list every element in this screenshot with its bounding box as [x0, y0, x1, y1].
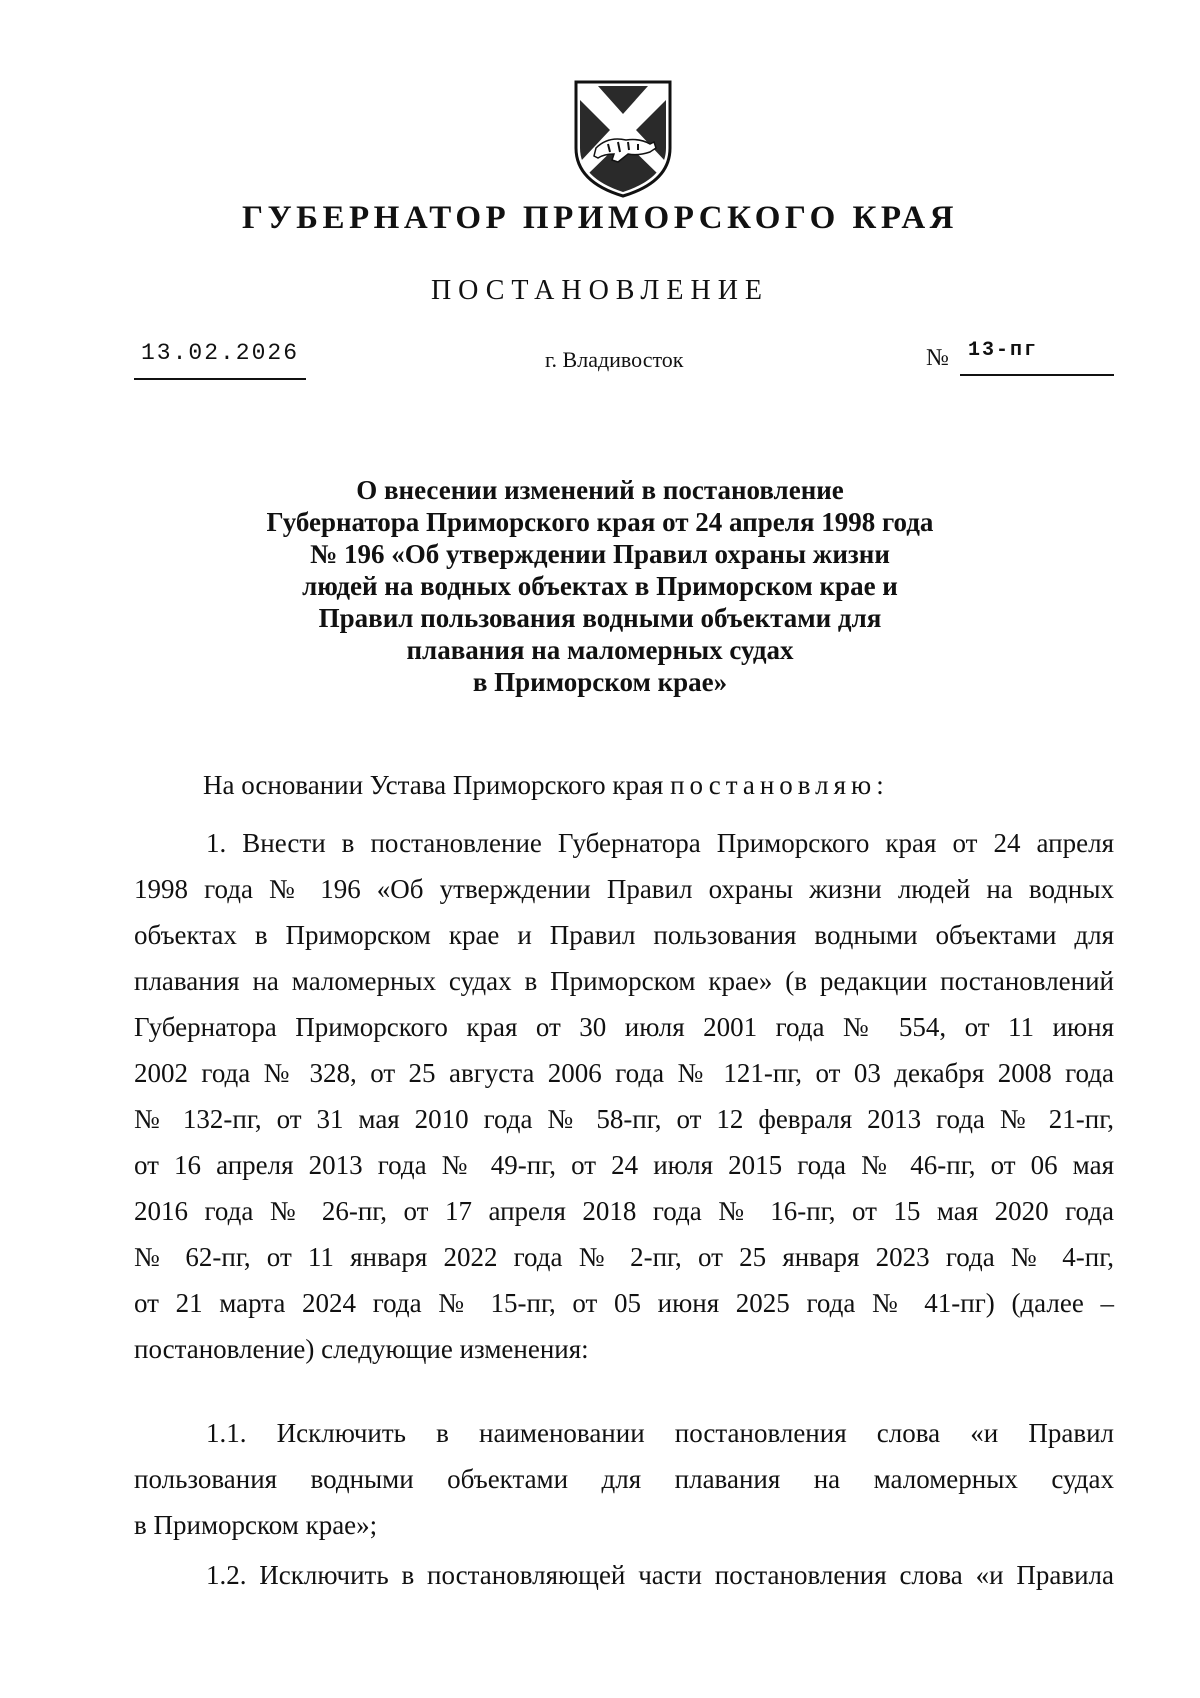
- legal-basis-paragraph: [203, 770, 1114, 801]
- paragraph-line: в Приморском крае»;: [134, 1510, 378, 1540]
- paragraph-line: от 21 марта 2024 года № 15-пг, от 05 июня 2025 года № 41-пг) (далее –: [134, 1288, 1114, 1318]
- paragraph-line: 1998 года № 196 «Об утверждении Правил охраны жизни людей на водных: [134, 874, 1114, 904]
- paragraph-line: 2002 года № 328, от 25 августа 2006 года № 121-пг, от 03 декабря 2008 года: [134, 1058, 1114, 1088]
- paragraph-line: от 16 апреля 2013 года № 49-пг, от 24 июля 2015 года № 46-пг, от 06 мая: [134, 1150, 1114, 1180]
- title-line: Губернатора Приморского края от 24 апреля 1998 года: [266, 507, 934, 537]
- title-line: № 196 «Об утверждении Правил охраны жизни: [310, 539, 890, 569]
- basis-colon: :: [876, 770, 884, 800]
- paragraph-line: постановление) следующие изменения:: [134, 1334, 589, 1364]
- paragraph-line: пользования водными объектами для плавания на маломерных судах: [134, 1464, 1114, 1494]
- document-date: 13.02.2026: [134, 340, 306, 380]
- paragraph-line: плавания на маломерных судах в Приморском крае» (в редакции постановлений: [134, 966, 1114, 996]
- title-line: людей на водных объектах в Приморском крае и: [302, 571, 898, 601]
- paragraph-line: № 132-пг, от 31 мая 2010 года № 58-пг, от 12 февраля 2013 года № 21-пг,: [134, 1104, 1114, 1134]
- title-line: плавания на маломерных судах: [406, 635, 794, 665]
- primorsky-coat-of-arms-icon: [568, 78, 678, 200]
- document-city: г. Владивосток: [545, 347, 684, 372]
- resolve-word: постановляю: [670, 770, 877, 800]
- title-line: в Приморском крае»: [472, 667, 728, 697]
- paragraph-line: 1.1. Исключить в наименовании постановления слова «и Правил: [206, 1418, 1114, 1448]
- number-label: №: [926, 345, 949, 371]
- paragraph-line: Губернатора Приморского края от 30 июля 2001 года № 554, от 11 июня: [134, 1012, 1114, 1042]
- basis-text: На основании Устава Приморского края: [203, 770, 671, 800]
- issuing-authority: ГУБЕРНАТОР ПРИМОРСКОГО КРАЯ: [241, 200, 959, 236]
- paragraph-line: 1.2. Исключить в постановляющей части постановления слова «и Правила: [206, 1560, 1114, 1590]
- paragraph-1-1: [134, 1410, 1114, 1548]
- paragraph-line: 1. Внести в постановление Губернатора Приморского края от 24 апреля: [206, 828, 1114, 858]
- paragraph-line: № 62-пг, от 11 января 2022 года № 2-пг, от 25 января 2023 года № 4-пг,: [134, 1242, 1114, 1272]
- document-type: ПОСТАНОВЛЕНИЕ: [430, 275, 770, 306]
- document-number: 13-пг: [960, 339, 1114, 376]
- paragraph-line: объектах в Приморском крае и Правил пользования водными объектами для: [134, 920, 1114, 950]
- title-line: Правил пользования водными объектами для: [318, 603, 882, 633]
- paragraph-1: [134, 820, 1114, 1372]
- title-line: О внесении изменений в постановление: [356, 475, 844, 505]
- document-title: [160, 474, 1040, 698]
- paragraph-1-2: [134, 1552, 1114, 1598]
- paragraph-line: 2016 года № 26-пг, от 17 апреля 2018 года № 16-пг, от 15 мая 2020 года: [134, 1196, 1114, 1226]
